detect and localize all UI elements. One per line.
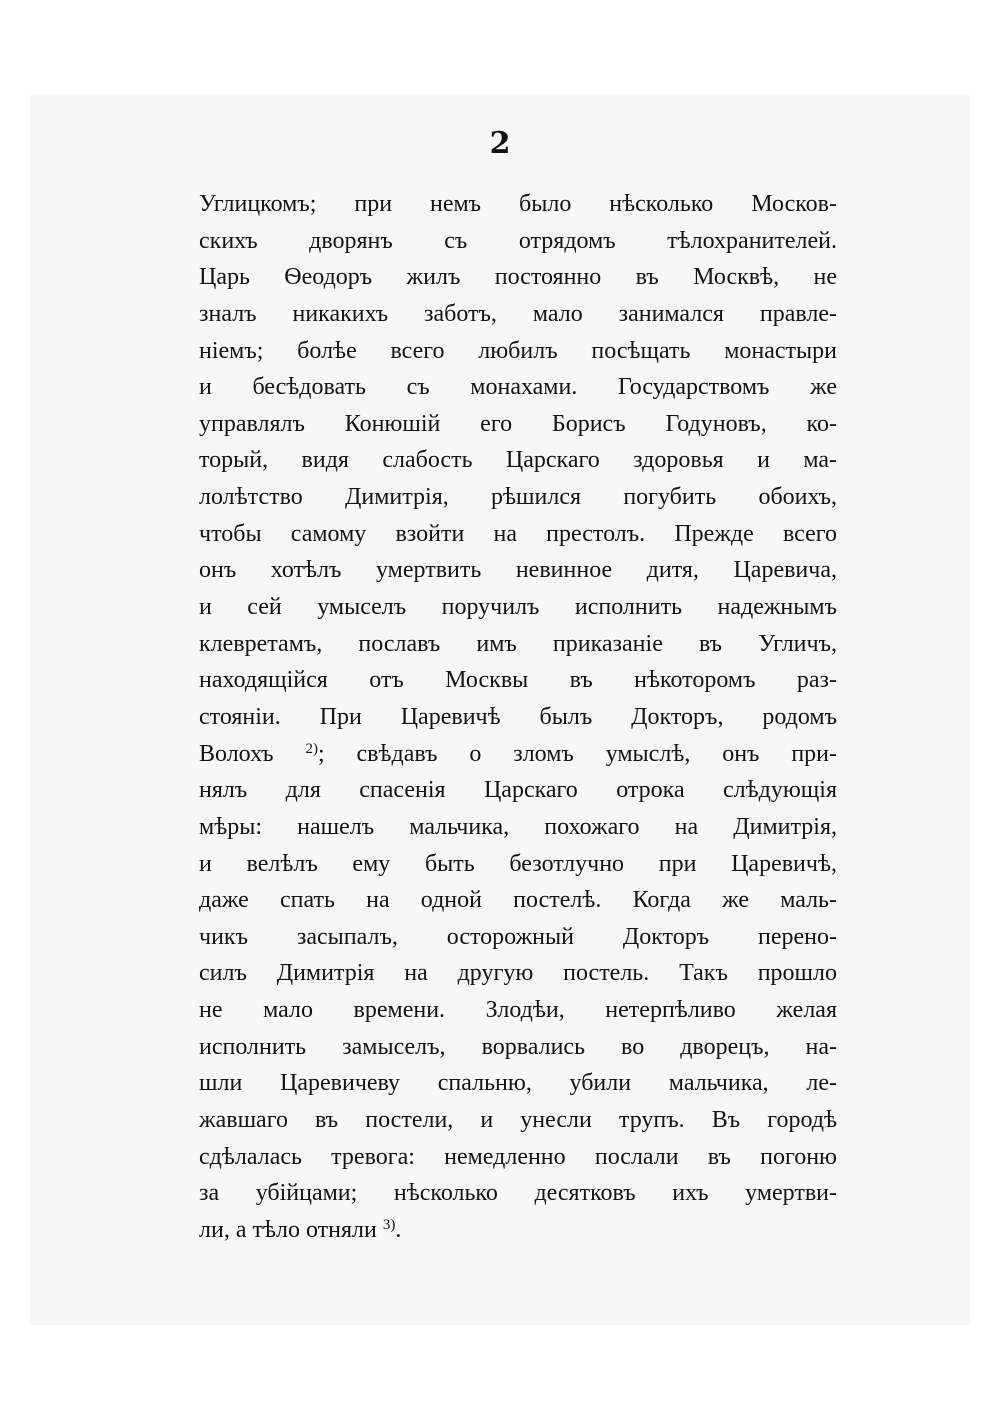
text-line: шли Царевичеву спальню, убили мальчика, ле- [199, 1070, 837, 1097]
body-text [199, 186, 837, 1249]
text-line: жавшаго въ постели, и унесли трупъ. Въ городѣ [199, 1107, 837, 1134]
text-line: находящійся отъ Москвы въ нѣкоторомъ раз- [199, 667, 837, 694]
text-line: ніемъ; болѣе всего любилъ посѣщать монастыри [199, 337, 837, 364]
text-line: клевретамъ, пославъ имъ приказаніе въ Угличъ, [199, 630, 837, 657]
page-number: 2 [489, 126, 511, 161]
text-line-with-footnote [199, 736, 837, 773]
text-line: и бесѣдовать съ монахами. Государствомъ же [199, 374, 837, 401]
text-line: онъ хотѣлъ умертвить невинное дитя, Царевича, [199, 557, 837, 584]
text-line: сдѣлалась тревога: немедленно послали въ погоню [199, 1143, 837, 1170]
text-line: чтобы самому взойти на престолъ. Прежде всего [199, 520, 837, 547]
closing-period: . [395, 1216, 402, 1243]
text-line: за убійцами; нѣсколько десятковъ ихъ умертви- [199, 1180, 837, 1207]
text-fragment: ; свѣдавъ о зломъ умыслѣ, онъ при- [317, 740, 838, 767]
text-line: даже спать на одной постелѣ. Когда же маль- [199, 887, 837, 914]
text-line: и сей умыселъ поручилъ исполнить надежнымъ [199, 594, 837, 621]
text-line: силъ Димитрія на другую постель. Такъ прошло [199, 960, 837, 987]
text-line: стояніи. При Царевичѣ былъ Докторъ, родомъ [199, 703, 837, 730]
footnote-ref-2[interactable]: 2) [305, 740, 318, 757]
text-line: исполнить замыселъ, ворвались во дворецъ, на- [199, 1033, 837, 1060]
text-line: скихъ дворянъ съ отрядомъ тѣлохранителей. [199, 227, 837, 254]
text-line: чикъ засыпалъ, осторожный Докторъ перено- [199, 923, 837, 950]
text-line: лолѣтство Димитрія, рѣшился погубить обоихъ, [199, 484, 837, 511]
text-line: и велѣлъ ему быть безотлучно при Царевичѣ, [199, 850, 837, 877]
text-line: не мало времени. Злодѣи, нетерпѣливо желая [199, 997, 837, 1024]
text-line: зналъ никакихъ заботъ, мало занимался правле- [199, 300, 837, 327]
text-line: торый, видя слабость Царскаго здоровья и ма- [199, 447, 837, 474]
text-line: управлялъ Конюшій его Борисъ Годуновъ, ко- [199, 410, 837, 437]
text-line: Углицкомъ; при немъ было нѣсколько Москов- [199, 191, 837, 217]
text-line: нялъ для спасенія Царскаго отрока слѣдующія [199, 777, 837, 804]
text-line: мѣры: нашелъ мальчика, похожаго на Димитрія, [199, 813, 837, 840]
text-line: Царь Ѳеодоръ жилъ постоянно въ Москвѣ, не [199, 264, 837, 291]
text-fragment: ли, а тѣло отняли [199, 1216, 377, 1243]
text-fragment: Волохъ [199, 740, 274, 767]
text-line-with-footnote [199, 1212, 837, 1249]
footnote-ref-3[interactable]: 3) [382, 1216, 396, 1233]
